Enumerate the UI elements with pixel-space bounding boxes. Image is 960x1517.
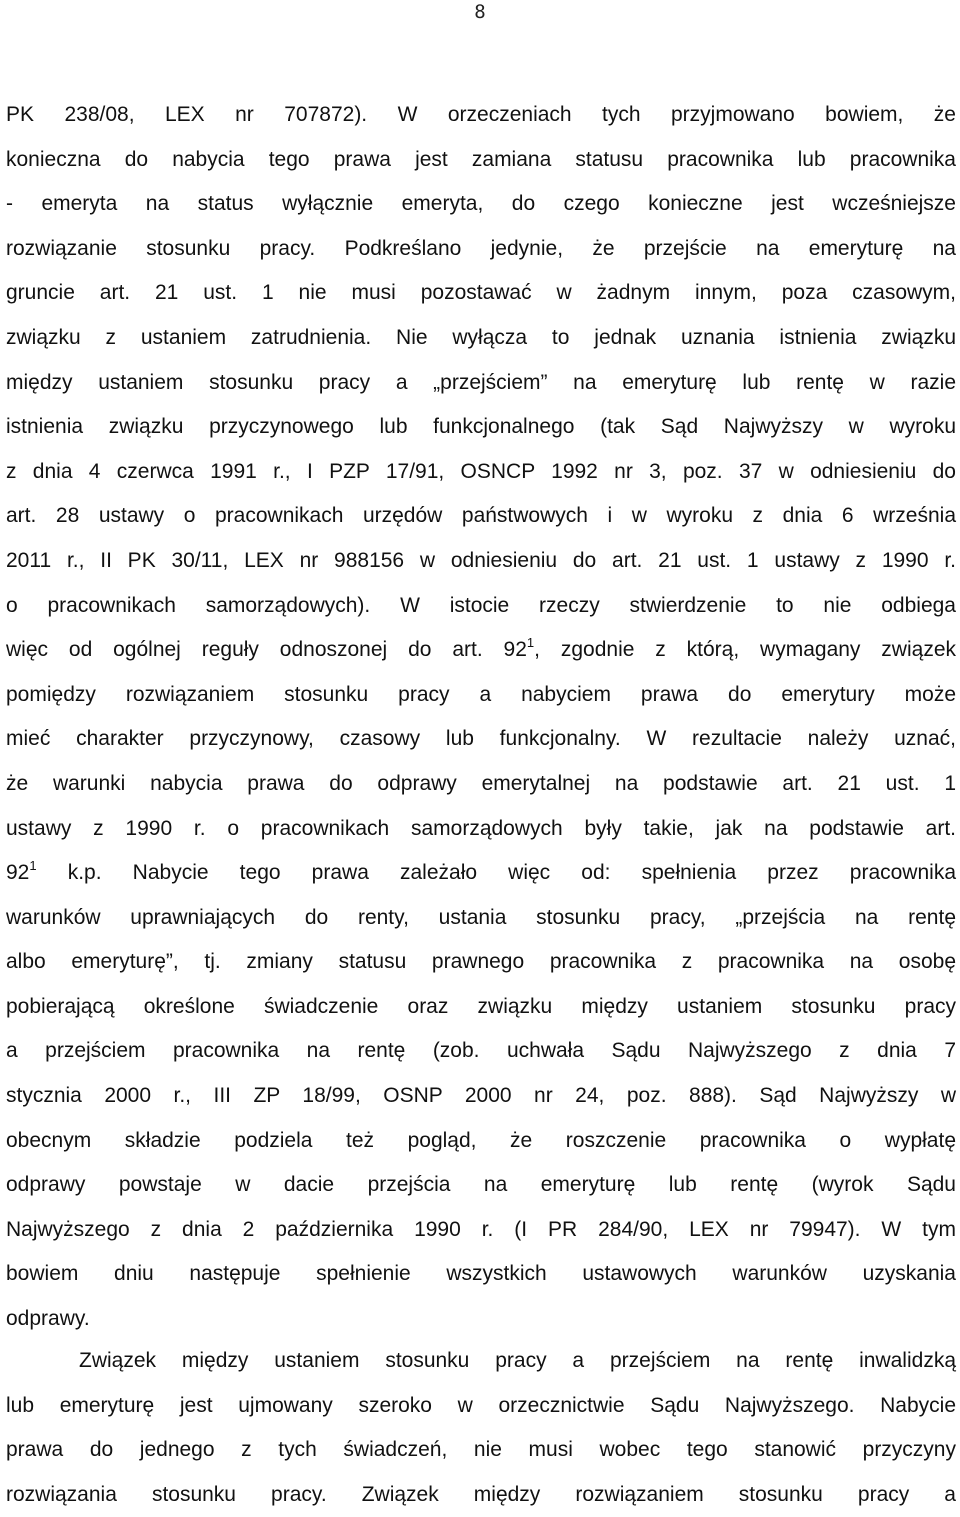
superscript: 1 (29, 858, 37, 874)
text-line: 2011 r., II PK 30/11, LEX nr 988156 w odniesieniu do art. 21 ust. 1 ustawy z 1990 r. (6, 548, 956, 572)
paragraph-2 (6, 1339, 956, 1517)
text-line: pobierającą określone świadczenie oraz związku między ustaniem stosunku pracy (6, 994, 956, 1018)
text-line: o pracownikach samorządowych). W istocie rzeczy stwierdzenie to nie odbiega (6, 593, 956, 617)
text-line: odprawy powstaje w dacie przejścia na emeryturę lub rentę (wyrok Sądu (6, 1173, 956, 1197)
text-line: - emeryta na status wyłącznie emeryta, do czego konieczne jest wcześniejsze (6, 192, 956, 216)
text-line: więc od ogólnej reguły odnoszonej do art. $92^1$, zgodnie z którą, wymagany związek (6, 635, 956, 662)
text-line: rozwiązania stosunku pracy. Związek między rozwiązaniem stosunku pracy a (6, 1482, 956, 1506)
text-line: prawa do jednego z tych świadczeń, nie musi wobec tego stanowić przyczyny (6, 1438, 956, 1462)
text-line: stycznia 2000 r., III ZP 18/99, OSNP 2000 nr 24, poz. 888). Sąd Najwyższy w (6, 1084, 956, 1108)
text-line: warunków uprawniających do renty, ustania stosunku pracy, „przejścia na rentę (6, 905, 956, 929)
text-line: $92^1$ k.p. Nabycie tego prawa zależało więc od: spełnienia przez pracownika (6, 858, 956, 885)
text-line: albo emeryturę”, tj. zmiany statusu prawnego pracownika z pracownika na osobę (6, 950, 956, 974)
superscript: 1 (526, 635, 535, 651)
text-line: odprawy. (6, 1307, 90, 1331)
text-line: związku z ustaniem zatrudnienia. Nie wyłącza to jednak uznania istnienia związku (6, 325, 956, 349)
text-line: a przejściem pracownika na rentę (zob. uchwała Sądu Najwyższego z dnia 7 (6, 1039, 956, 1063)
text-line: rozwiązanie stosunku pracy. Podkreślano jedynie, że przejście na emeryturę na (6, 236, 956, 260)
paragraph-1 (6, 93, 956, 1342)
text-line: lub emeryturę jest ujmowany szeroko w orzecznictwie Sądu Najwyższego. Nabycie (6, 1393, 956, 1417)
text-line: obecnym składzie podziela też pogląd, że roszczenie pracownika o wypłatę (6, 1128, 956, 1152)
text-line: konieczna do nabycia tego prawa jest zamiana statusu pracownika lub pracownika (6, 147, 956, 171)
text-line: że warunki nabycia prawa do odprawy emerytalnej na podstawie art. 21 ust. 1 (6, 771, 956, 795)
text-line: istnienia związku przyczynowego lub funkcjonalnego (tak Sąd Najwyższy w wyroku (6, 415, 956, 439)
text-line: między ustaniem stosunku pracy a „przejściem” na emeryturę lub rentę w razie (6, 370, 956, 394)
text-line: art. 28 ustawy o pracownikach urzędów państwowych i w wyroku z dnia 6 września (6, 504, 956, 528)
page-number: 8 (474, 1, 486, 23)
text-line: pomiędzy rozwiązaniem stosunku pracy a nabyciem prawa do emerytury może (6, 682, 956, 706)
text-line: Najwyższego z dnia 2 października 1990 r. (I PR 284/90, LEX nr 79947). W tym (6, 1217, 956, 1241)
text-line: gruncie art. 21 ust. 1 nie musi pozostawać w żadnym innym, poza czasowym, (6, 281, 956, 305)
text-line: PK 238/08, LEX nr 707872). W orzeczeniach tych przyjmowano bowiem, że (6, 103, 956, 126)
text-line: ustawy z 1990 r. o pracownikach samorządowych były takie, jak na podstawie art. (6, 816, 956, 840)
text-line: mieć charakter przyczynowy, czasowy lub funkcjonalny. W rezultacie należy uznać, (6, 727, 956, 751)
text-line: Związek między ustaniem stosunku pracy a przejściem na rentę inwalidzką (79, 1349, 956, 1372)
text-line: bowiem dniu następuje spełnienie wszystkich ustawowych warunków uzyskania (6, 1262, 956, 1286)
text-line: z dnia 4 czerwca 1991 r., I PZP 17/91, OSNCP 1992 nr 3, poz. 37 w odniesieniu do (6, 459, 956, 483)
